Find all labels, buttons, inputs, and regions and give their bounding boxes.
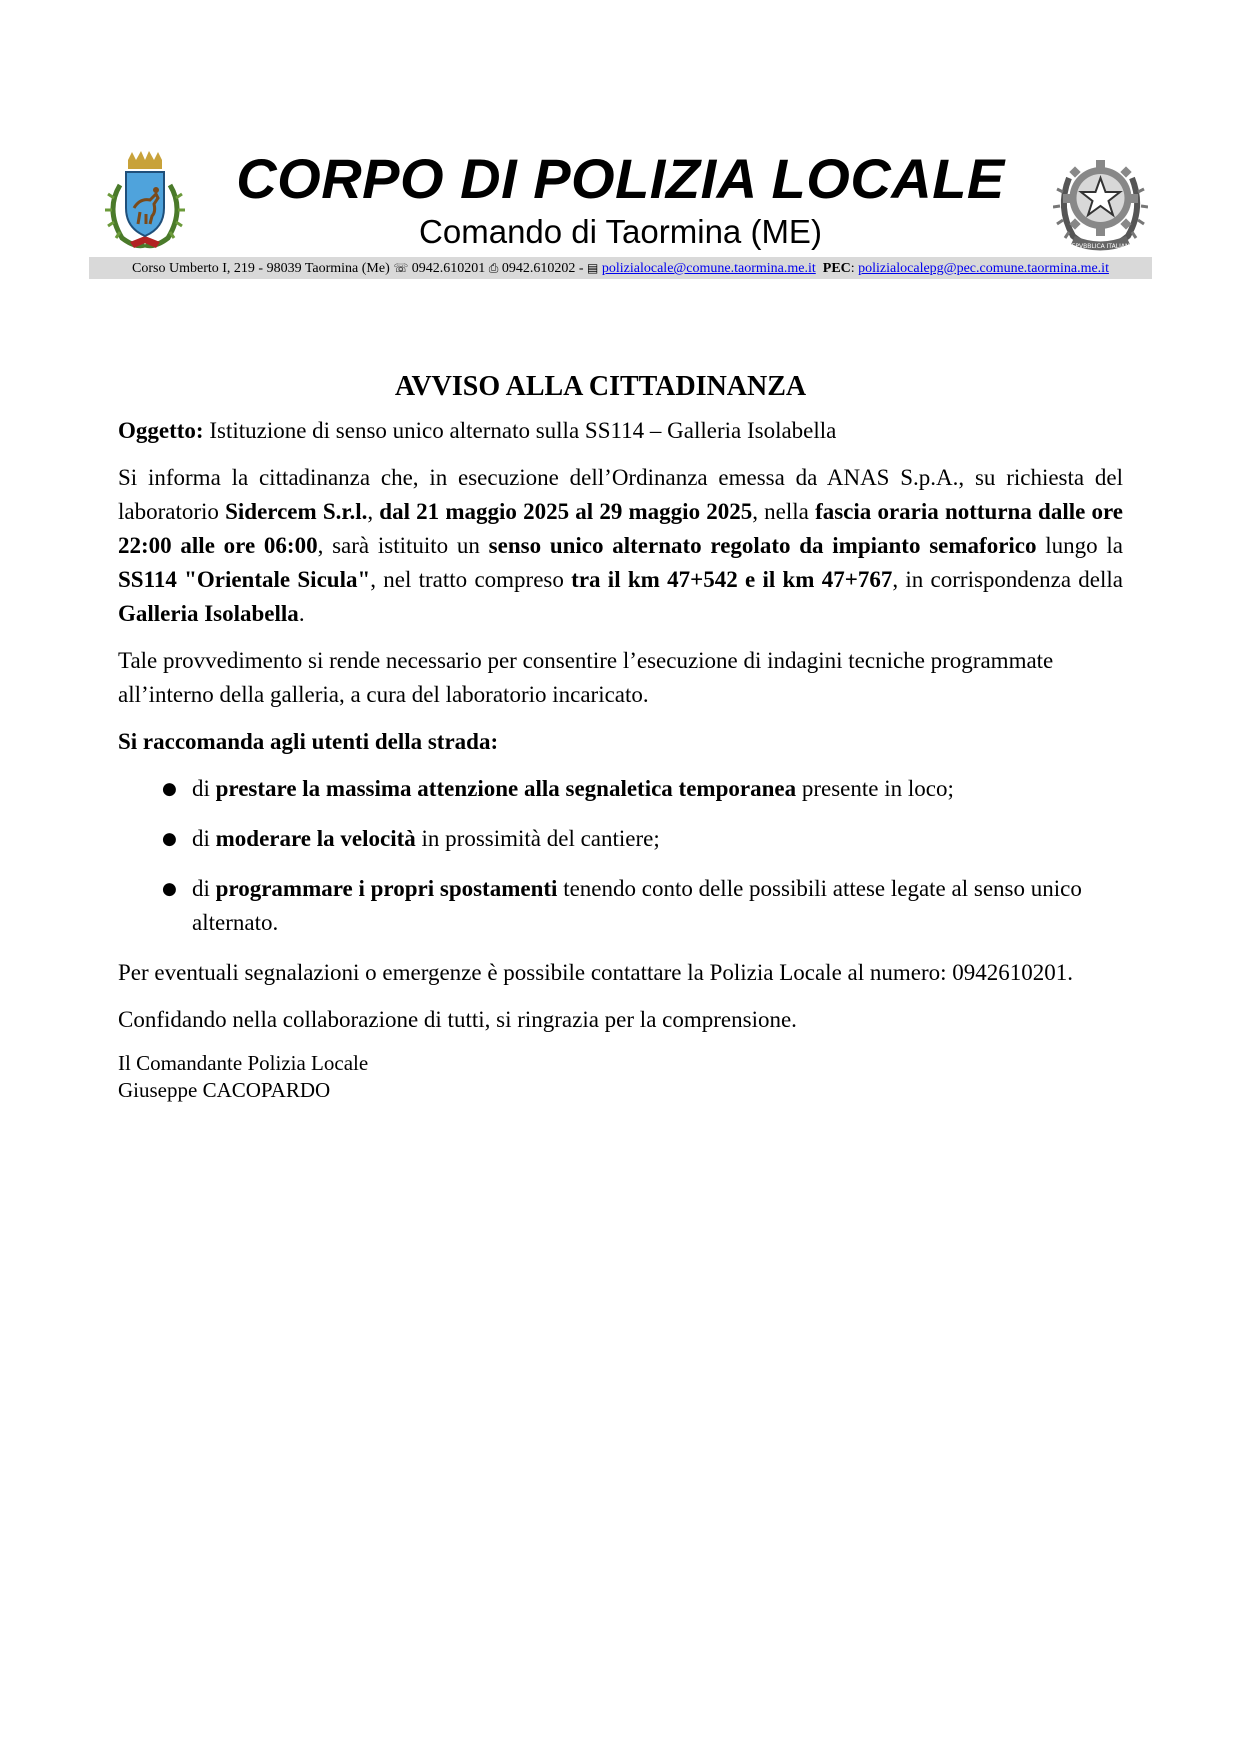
org-title: CORPO DI POLIZIA LOCALE	[236, 147, 1005, 210]
paragraph-main: Si informa la cittadinanza che, in esecuzione dell’Ordinanza emessa da ANAS S.p.A., su richiesta del laboratorio Sidercem S.r.l., dal 21 maggio 2025 al 29 maggio 2025, nella fascia oraria notturna dalle ore 22:00 alle ore 06:00, sarà istituito un senso unico alternato regolato da impianto semaforico lungo la SS114 "Orientale Sicula", nel tratto compreso tra il km 47+542 e il km 47+767, in corrispondenza della Galleria Isolabella.	[118, 465, 1124, 626]
subject-label: Oggetto:	[118, 418, 204, 443]
contact-phone: 0942.610201	[411, 261, 486, 276]
signature	[118, 1050, 1123, 1104]
paragraph-contact: Per eventuali segnalazioni o emergenze è possibile contattare la Polizia Locale al numero: 0942610201.	[118, 960, 1074, 985]
pec-link[interactable]: polizialocalepg@pec.comune.taormina.me.it	[858, 261, 1109, 276]
org-subtitle: Comando di Taormina (ME)	[419, 213, 822, 250]
contact-address: Corso Umberto I, 219 - 98039 Taormina (Me)	[132, 261, 390, 276]
notice-title: AVVISO ALLA CITTADINANZA	[394, 371, 807, 402]
republic-emblem-icon	[1053, 148, 1148, 253]
pec-label: PEC	[822, 261, 851, 276]
list-item: ● di programmare i propri spostamenti tenendo conto delle possibili attese legate al senso unico alternato.	[192, 872, 1123, 940]
notice-body	[118, 414, 1123, 1104]
bullet-icon: ●	[162, 829, 177, 849]
contact-bar: Corso Umberto I, 219 - 98039 Taormina (Me) ☏ 0942.610201 ⎙ 0942.610202 - ▤ polizialocale@comune.taormina.me.it PEC: polizialocalepg@pec.comune.taormina.me.it	[89, 257, 1152, 279]
contact-fax: 0942.610202	[501, 261, 576, 276]
subject-line	[118, 414, 1123, 448]
bullet-icon: ●	[162, 779, 177, 799]
phone-icon: ☏	[393, 261, 409, 275]
signature-name: Giuseppe CACOPARDO	[118, 1078, 331, 1102]
email-link[interactable]: polizialocale@comune.taormina.me.it	[601, 261, 816, 276]
paragraph-thanks: Confidando nella collaborazione di tutti, si ringrazia per la comprensione.	[118, 1007, 797, 1032]
paragraph-reason: Tale provvedimento si rende necessario per consentire l’esecuzione di indagini tecniche programmate all’interno della galleria, a cura del laboratorio incaricato.	[118, 648, 1054, 707]
bullet-icon: ●	[162, 879, 177, 899]
list-item: ● di prestare la massima attenzione alla segnaletica temporanea presente in loco;	[192, 772, 1123, 806]
recommend-heading: Si raccomanda agli utenti della strada:	[118, 729, 499, 754]
signature-role: Il Comandante Polizia Locale	[118, 1051, 369, 1075]
subject-text: Istituzione di senso unico alternato sulla SS114 – Galleria Isolabella	[209, 418, 837, 443]
email-icon: ▤	[587, 261, 599, 275]
coat-of-arms-icon	[100, 150, 190, 250]
list-item: ● di moderare la velocità in prossimità del cantiere;	[192, 822, 1123, 856]
svg-text:REPVBBLICA ITALIANA: REPVBBLICA ITALIANA	[1067, 243, 1134, 250]
recommend-list	[118, 772, 1123, 940]
fax-icon: ⎙	[488, 261, 499, 275]
